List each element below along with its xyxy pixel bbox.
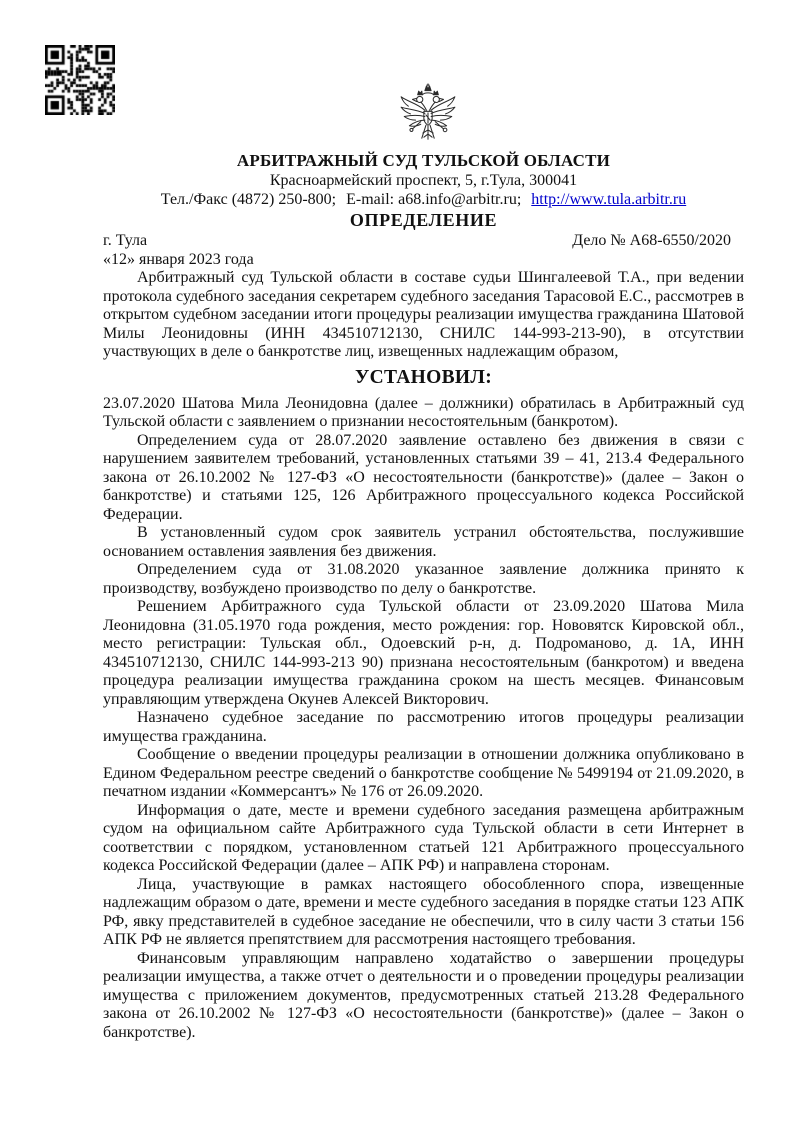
body-paragraph: Определением суда от 31.08.2020 указанное заявление должника принято к производству, возбуждено производство по делу о банкротстве. [103,561,744,597]
court-header [103,151,744,231]
document-body [103,232,744,1042]
established-heading: УСТАНОВИЛ: [354,366,493,388]
body-paragraph: 23.07.2020 Шатова Мила Леонидовна (далее – должники) обратилась в Арбитражный суд Тульской области с заявлением о признании несостоятельным (банкротом). [103,394,744,430]
body-paragraph: Решением Арбитражного суда Тульской области от 23.09.2020 Шатова Мила Леонидовна (31.05.1970 года рождения, место рождения: гор. Нововятск Кировской обл., место регистрации: Тульская обл., Одоевский р-н, д. Подроманово, д. 1А, ИНН 434510712130, СНИЛС 144-993-213 90) признана несостоятельным (банкротом) и введена процедура реализации имущества гражданина сроком на шесть месяцев. Финансовым управляющим утверждена Окунев Алексей Викторович. [103,598,744,708]
website-link[interactable]: http://www.tula.arbitr.ru [531,191,687,208]
email-text: E-mail: a68.info@arbitr.ru; [346,191,522,208]
court-contacts [103,190,744,209]
city-label: г. Тула [103,232,148,249]
body-paragraph: Назначено судебное заседание по рассмотрению итогов процедуры реализации имущества гражданина. [103,709,744,745]
body-paragraph: Финансовым управляющим направлено ходатайство о завершении процедуры реализации имущества, а также отчет о деятельности и о проведении процедуры реализации имущества с приложением документов, предусмотренных статьей 213.28 Федерального закона от 26.10.2002 № 127-ФЗ «О несостоятельности (банкротстве)» (далее – Закон о банкротстве). [103,949,744,1041]
body-paragraph: Информация о дате, месте и времени судебного заседания размещена арбитражным судом на официальном сайте Арбитражного суда Тульской области в сети Интернет в соответствии с порядком, установленном статьей 121 Арбитражного процессуального кодекса Российской Федерации (далее – АПК РФ) и направлена сторонам. [103,801,744,874]
court-name: АРБИТРАЖНЫЙ СУД ТУЛЬСКОЙ ОБЛАСТИ [236,151,611,170]
tel-fax-text: Тел./Факс (4872) 250-800; [160,191,337,208]
body-paragraph: Определением суда от 28.07.2020 заявление оставлено без движения в связи с нарушением заявителем требований, установленных статьями 39 – 41, 213.4 Федерального закона от 26.10.2002 № 127-ФЗ «О несостоятельности (банкротстве)» (далее – Закон о банкротстве) и статьями 125, 126 Арбитражного процессуального кодекса Российской Федерации. [103,431,744,523]
preamble-paragraph: Арбитражный суд Тульской области в составе судьи Шингалеевой Т.А., при ведении протокола судебного заседания секретарем судебного заседания Тарасовой Е.С., рассмотрев в открытом судебном заседании итоги процедуры реализации имущества гражданина Шатовой Милы Леонидовны (ИНН 434510712130, СНИЛС 144-993-213-90), в отсутствии участвующих в деле о банкротстве лиц, извещенных надлежащим образом, [103,269,744,360]
body-paragraph: Лица, участвующие в рамках настоящего обособленного спора, извещенные надлежащим образом о дате, времени и месте судебного заседания в порядке статьи 123 АПК РФ, явку представителей в судебное заседание не обеспечили, что в силу части 3 статьи 156 АПК РФ не является препятствием для рассмотрения настоящего требования. [103,875,744,948]
case-number: Дело № А68-6550/2020 [572,232,731,249]
body-paragraph: В установленный судом срок заявитель устранил обстоятельства, послужившие основанием оставления заявления без движения. [103,524,744,560]
court-address: Красноармейский проспект, 5, г.Тула, 300041 [269,172,578,189]
case-meta-row [103,232,744,251]
document-type-heading: ОПРЕДЕЛЕНИЕ [349,210,498,230]
document-date: «12» января 2023 года [103,250,254,268]
russian-coat-of-arms-icon [397,82,459,152]
body-paragraph: Сообщение о введении процедуры реализации в отношении должника опубликовано в Едином Федеральном реестре сведений о банкротстве сообщение № 5499194 от 21.09.2020, в печатном издании «Коммерсантъ» № 176 от 26.09.2020. [103,746,744,800]
qr-code [45,45,115,115]
